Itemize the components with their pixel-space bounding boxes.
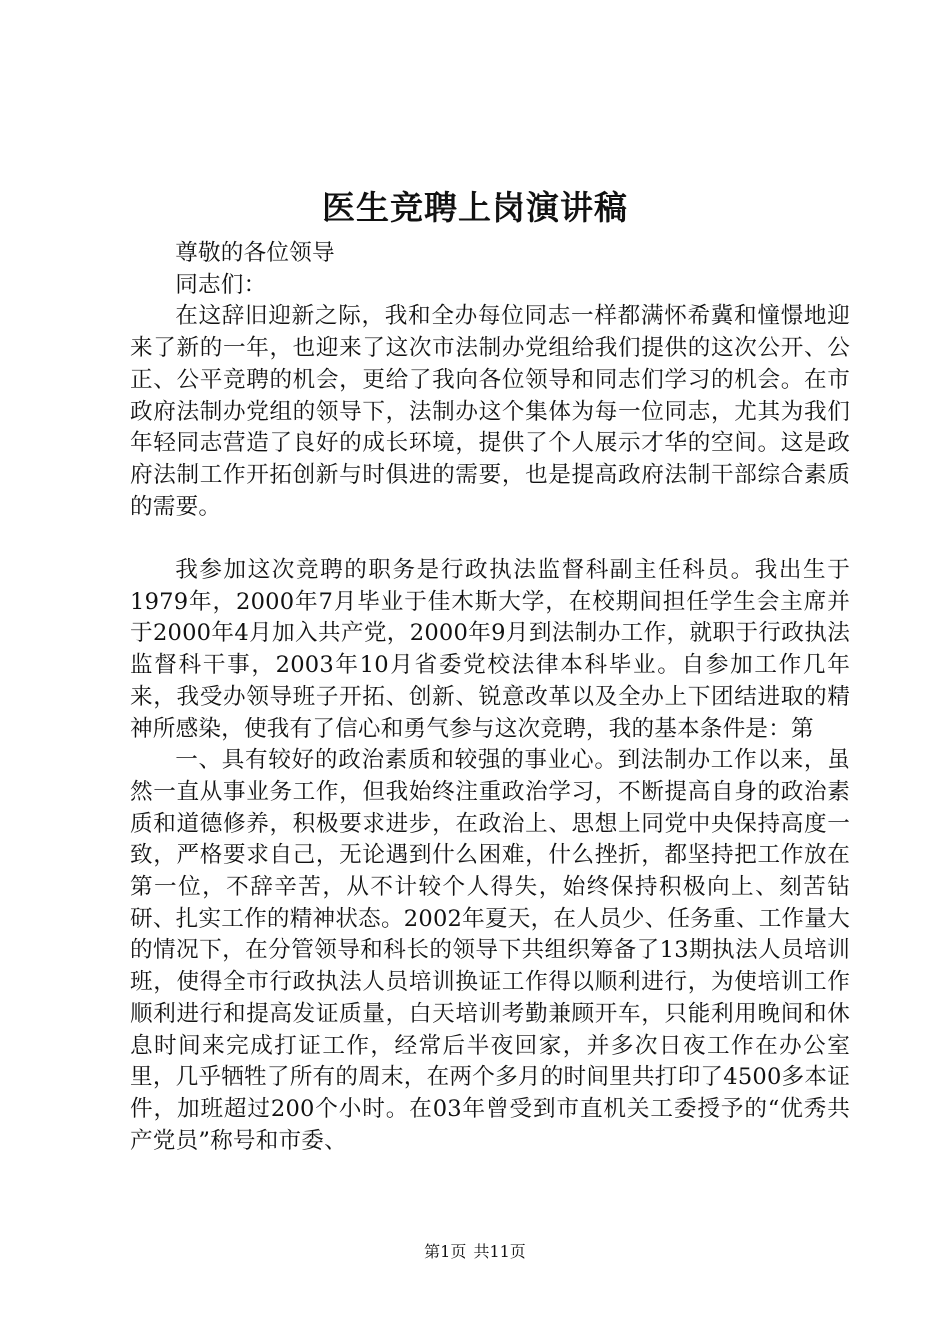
paragraph-opening: 在这辞旧迎新之际，我和全办每位同志一样都满怀希冀和憧憬地迎来了新的一年，也迎来了这次市法制办党组给我们提供的这次公开、公正、公平竞聘的机会，更给了我向各位领导和同志们学习的机会。在市政府法制办党组的领导下，法制办这个集体为每一位同志，尤其为我们年轻同志营造了良好的成长环境，提供了个人展示才华的空间。这是政府法制工作开拓创新与时俱进的需要，也是提高政府法制干部综合素质的需要。: [130, 303, 850, 520]
page-footer: 第1页 共11页: [424, 1242, 526, 1261]
salutation-comrades: 同志们：: [175, 271, 267, 298]
document-body: [130, 238, 850, 1157]
document-title: 医生竞聘上岗演讲稿: [322, 188, 628, 227]
paragraph-point-one: 一、具有较好的政治素质和较强的事业心。到法制办工作以来，虽然一直从事业务工作，但我始终注重政治学习，不断提高自身的政治素质和道德修养，积极要求进步，在政治上、思想上同党中央保持高度一致，严格要求自己，无论遇到什么困难，什么挫折，都坚持把工作放在第一位，不辞辛苦，从不计较个人得失，始终保持积极向上、刻苦钻研、扎实工作的精神状态。2002年夏天，在人员少、任务重、工作量大的情况下，在分管领导和科长的领导下共组织筹备了13期执法人员培训班，使得全市行政执法人员培训换证工作得以顺利进行，为使培训工作顺利进行和提高发证质量，白天培训考勤兼顾开车，只能利用晚间和休息时间来完成打证工作，经常后半夜回家，并多次日夜工作在办公室里，几乎牺牲了所有的周末，在两个多月的时间里共打印了4500多本证件，加班超过200个小时。在03年曾受到市直机关工委授予的“优秀共产党员”称号和市委、: [130, 747, 850, 1154]
salutation-leaders: 尊敬的各位领导: [175, 240, 335, 266]
paragraph-background: 我参加这次竞聘的职务是行政执法监督科副主任科员。我出生于1979年，2000年7月毕业于佳木斯大学，在校期间担任学生会主席并于2000年4月加入共产党，2000年9月到法制办工作，就职于行政执法监督科干事，2003年10月省委党校法律本科毕业。自参加工作几年来，我受办领导班子开拓、创新、锐意改革以及全办上下团结进取的精神所感染，使我有了信心和勇气参与这次竞聘，我的基本条件是：第: [130, 557, 850, 742]
